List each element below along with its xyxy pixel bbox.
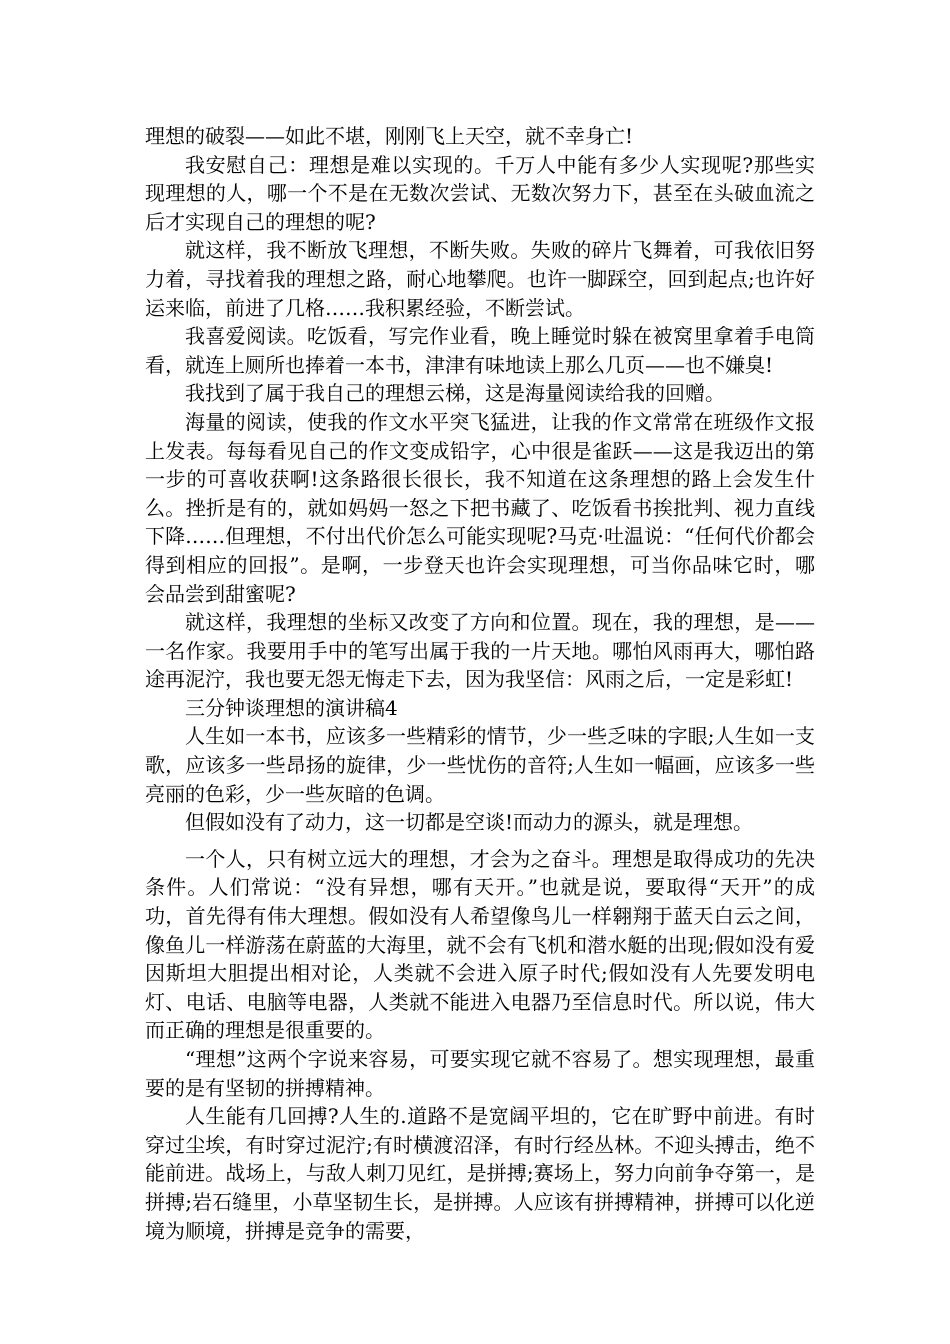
paragraph-5: 我找到了属于我自己的理想云梯，这是海量阅读给我的回赠。	[185, 381, 725, 406]
document-page	[145, 122, 815, 1245]
paragraph-11: 一个人，只有树立远大的理想，才会为之奋斗。理想是取得成功的先决条件。人们常说：“没有异想，哪有天开。”也就是说，要取得“天开”的成功，首先得有伟大理想。假如没有人希望像鸟儿一样翱翔于蓝天白云之间，像鱼儿一样游荡在蔚蓝的大海里，就不会有飞机和潜水艇的出现;假如没有爱因斯坦大胆提出相对论，人类就不会进入原子时代;假如没有人先要发明电灯、电话、电脑等电器，人类就不能进入电器乃至信息时代。所以说，伟大而正确的理想是很重要的。	[145, 846, 815, 1043]
paragraph-1: 理想的破裂——如此不堪，刚刚飞上天空，就不幸身亡!	[145, 124, 634, 148]
paragraph-6: 海量的阅读，使我的作文水平突飞猛进，让我的作文常常在班级作文报上发表。每每看见自己的作文变成铅字，心中很是雀跃——这是我迈出的第一步的可喜收获啊!这条路很长很长，我不知道在这条理想的路上会发生什么。挫折是有的，就如妈妈一怒之下把书藏了、吃饭看书挨批判、视力直线下降……但理想，不付出代价怎么可能实现呢?马克·吐温说：“任何代价都会得到相应的回报”。是啊，一步登天也许会实现理想，可当你品味它时，哪会品尝到甜蜜呢?	[145, 409, 815, 606]
paragraph-7: 就这样，我理想的坐标又改变了方向和位置。现在，我的理想，是——一名作家。我要用手中的笔写出属于我的一片天地。哪怕风雨再大，哪怕路途再泥泞，我也要无怨无悔走下去，因为我坚信：风雨之后，一定是彩虹!	[145, 610, 815, 692]
paragraph-4: 我喜爱阅读。吃饭看，写完作业看，晚上睡觉时躲在被窝里拿着手电筒看，就连上厕所也捧着一本书，津津有味地读上那么几页——也不嫌臭!	[145, 324, 815, 377]
paragraph-3: 就这样，我不断放飞理想，不断失败。失败的碎片飞舞着，可我依旧努力着，寻找着我的理想之路，耐心地攀爬。也许一脚踩空，回到起点;也许好运来临，前进了几格……我积累经验，不断尝试。	[145, 238, 815, 320]
paragraph-9: 人生如一本书，应该多一些精彩的情节，少一些乏味的字眼;人生如一支歌，应该多一些昂扬的旋律，少一些忧伤的音符;人生如一幅画，应该多一些亮丽的色彩，少一些灰暗的色调。	[145, 724, 815, 806]
paragraph-12: “理想”这两个字说来容易，可要实现它就不容易了。想实现理想，最重要的是有坚韧的拼搏精神。	[145, 1047, 815, 1100]
section-heading: 三分钟谈理想的演讲稿4	[185, 695, 398, 720]
paragraph-13: 人生能有几回搏?人生的.道路不是宽阔平坦的，它在旷野中前进。有时穿过尘埃，有时穿过泥泞;有时横渡沼泽，有时行经丛林。不迎头搏击，绝不能前进。战场上，与敌人刺刀见红，是拼搏;赛场上，努力向前争夺第一，是拼搏;岩石缝里，小草坚韧生长，是拼搏。人应该有拼搏精神，拼搏可以化逆境为顺境，拼搏是竞争的需要，	[145, 1104, 815, 1243]
paragraph-10: 但假如没有了动力，这一切都是空谈!而动力的源头，就是理想。	[185, 810, 754, 835]
paragraph-2: 我安慰自己：理想是难以实现的。千万人中能有多少人实现呢?那些实现理想的人，哪一个不是在无数次尝试、无数次努力下，甚至在头破血流之后才实现自己的理想的呢?	[145, 152, 815, 234]
